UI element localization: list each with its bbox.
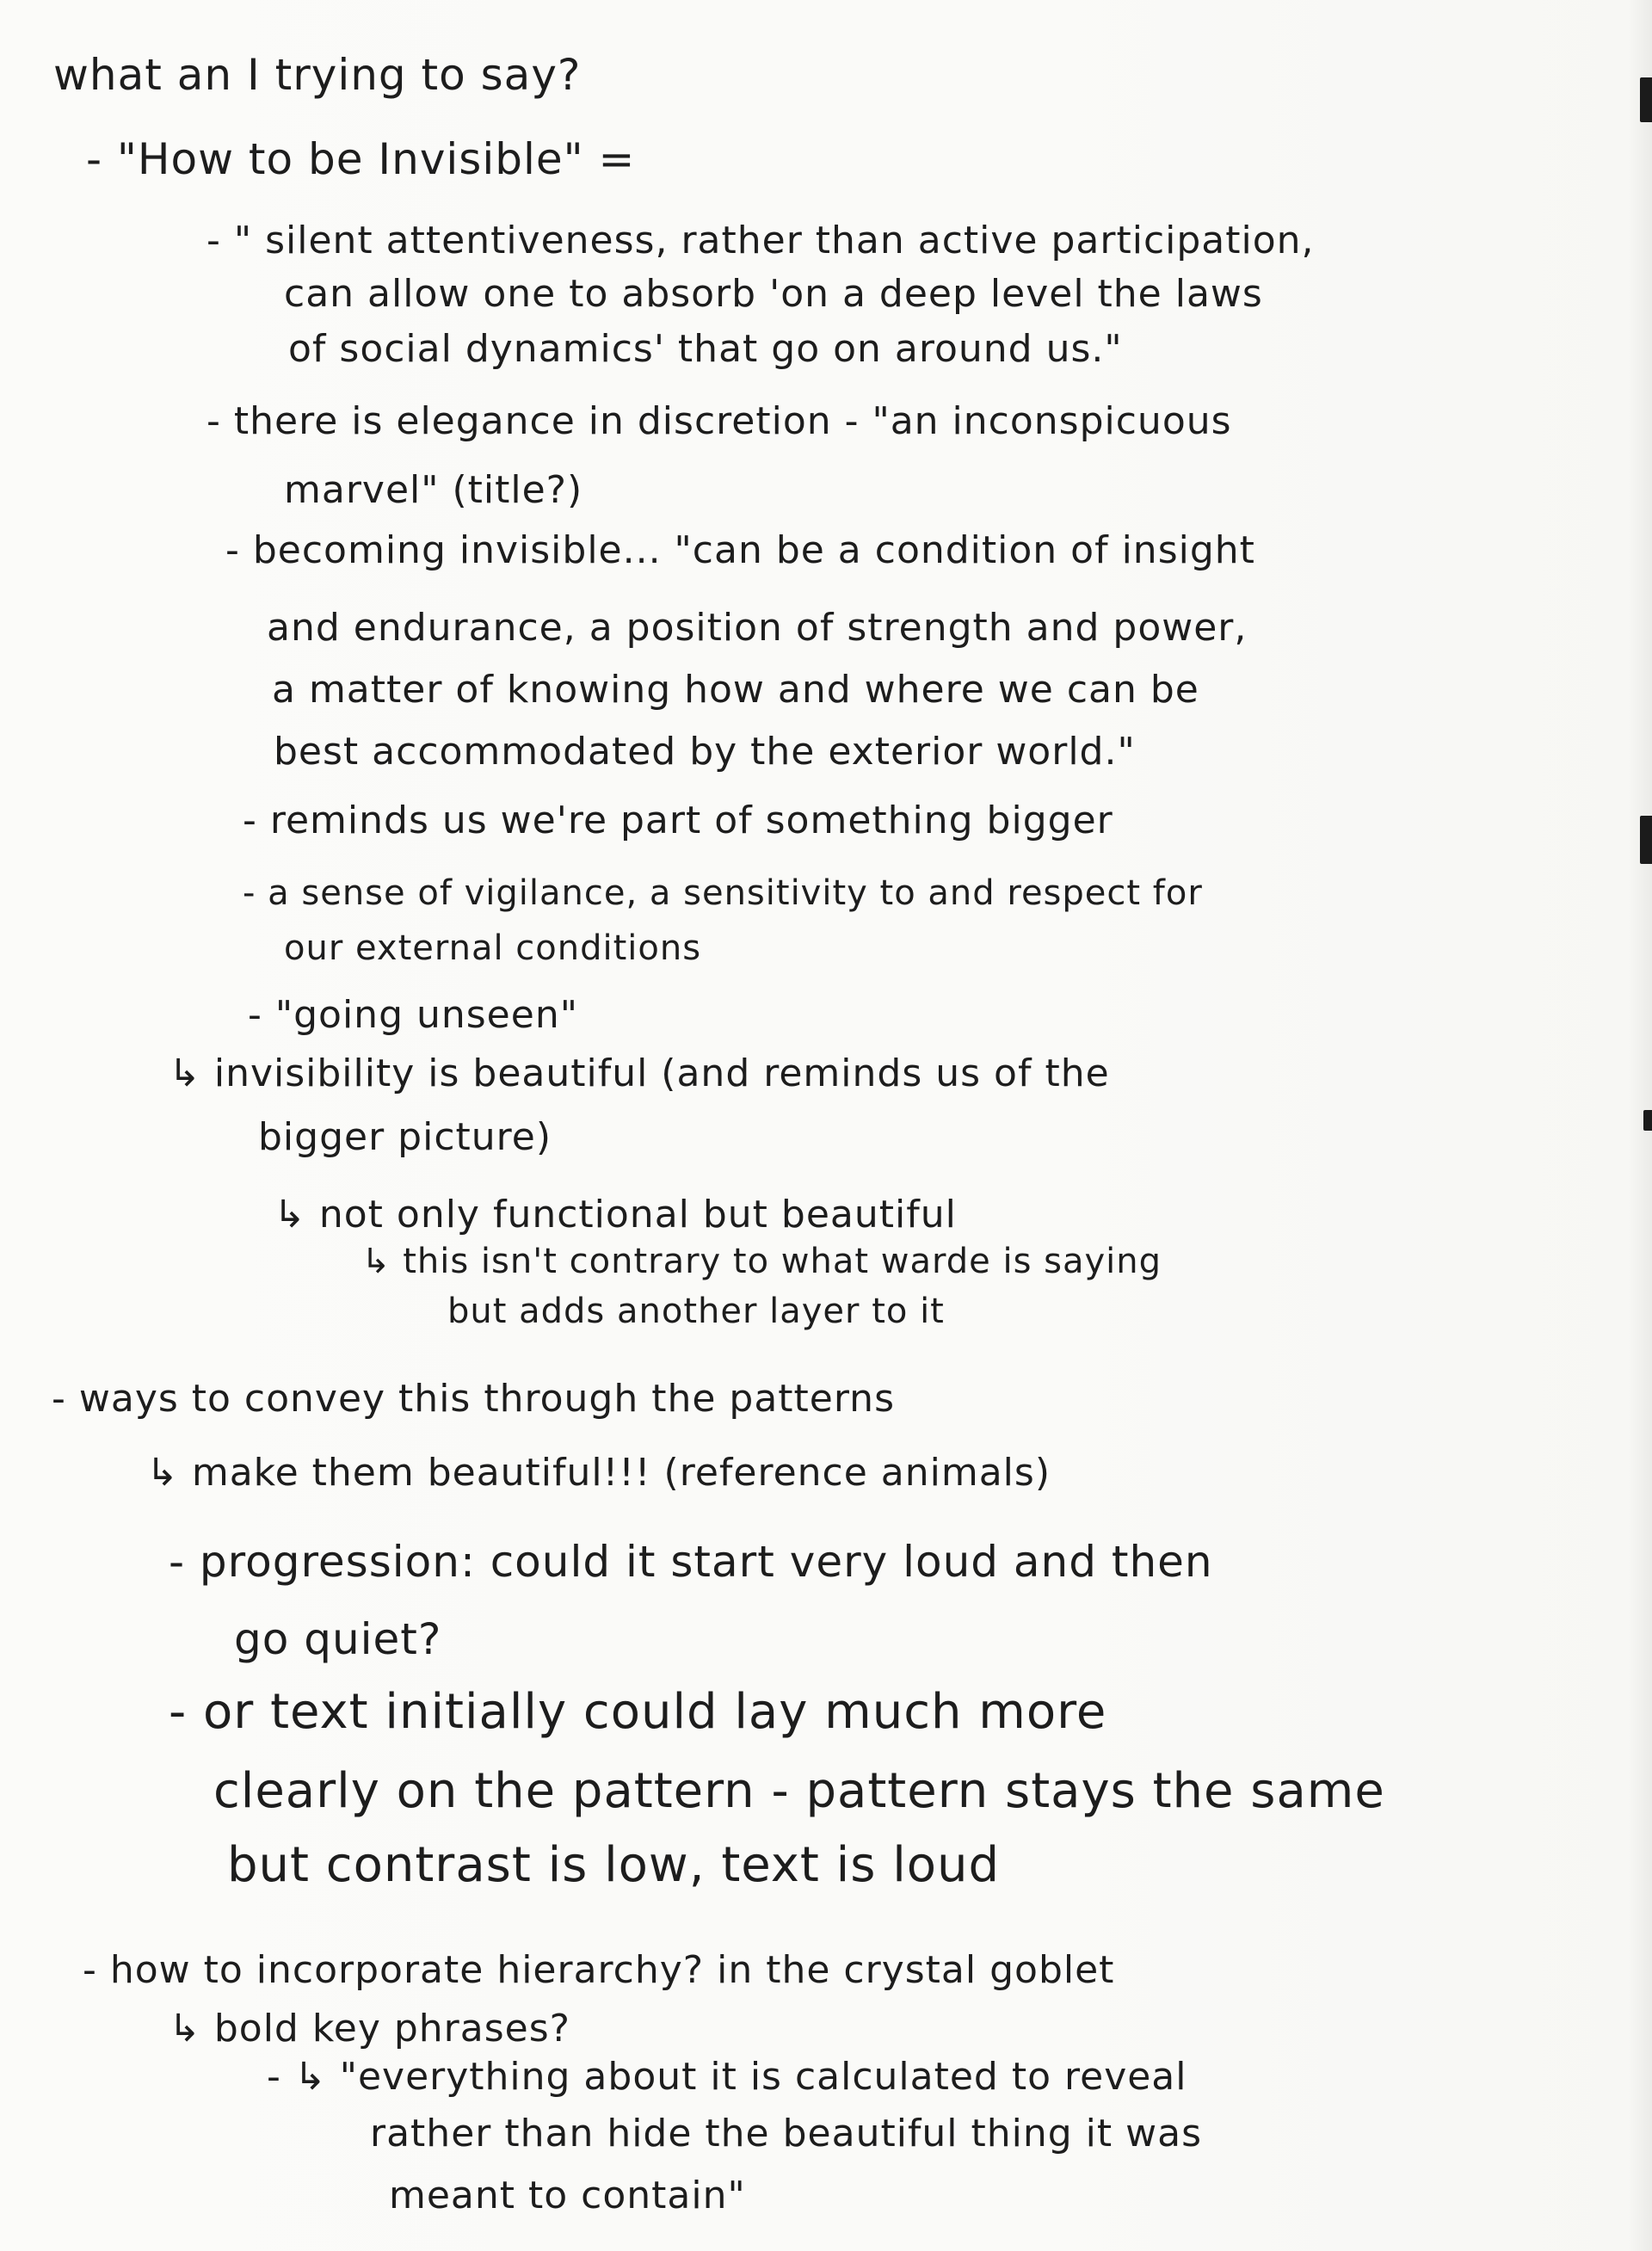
note-line: - reminds us we're part of something bigger (243, 799, 1113, 842)
note-line: - "How to be Invisible" = (86, 134, 636, 184)
note-line: ↳ invisibility is beautiful (and reminds us of the (169, 1051, 1110, 1095)
note-line: - progression: could it start very loud and then (169, 1537, 1213, 1587)
note-line: ↳ make them beautiful!!! (reference animals) (146, 1451, 1051, 1495)
notes-title: what an I trying to say? (53, 50, 582, 100)
note-line: but adds another layer to it (447, 1292, 945, 1331)
note-line: - a sense of vigilance, a sensitivity to and respect for (243, 873, 1203, 913)
note-line: rather than hide the beautiful thing it was (370, 2112, 1203, 2155)
note-line: - there is elegance in discretion - "an inconspicuous (206, 399, 1232, 443)
note-line: ↳ bold key phrases? (169, 2007, 570, 2051)
note-line: a matter of knowing how and where we can be (272, 668, 1199, 712)
note-line: ↳ this isn't contrary to what warde is saying (361, 1242, 1162, 1281)
note-line: - or text initially could lay much more (169, 1684, 1107, 1740)
note-line: our external conditions (284, 928, 702, 968)
note-line: - ↳ "everything about it is calculated to reveal (267, 2055, 1187, 2099)
note-line: - ways to convey this through the patterns (52, 1377, 895, 1421)
note-line: can allow one to absorb 'on a deep level the laws (284, 272, 1263, 316)
note-line: meant to contain" (389, 2174, 746, 2217)
note-line: bigger picture) (258, 1115, 552, 1159)
note-line: - " silent attentiveness, rather than active participation, (206, 219, 1315, 262)
note-line: - becoming invisible... "can be a condition of insight (225, 528, 1255, 572)
note-line: of social dynamics' that go on around us." (288, 327, 1123, 371)
note-line: go quiet? (234, 1614, 442, 1664)
note-line: clearly on the pattern - pattern stays the same (213, 1763, 1385, 1819)
note-line: best accommodated by the exterior world." (274, 730, 1136, 774)
note-line: - how to incorporate hierarchy? in the crystal goblet (83, 1948, 1115, 1992)
note-line: marvel" (title?) (284, 468, 583, 512)
note-line: - "going unseen" (248, 993, 578, 1037)
note-line: but contrast is low, text is loud (227, 1837, 1001, 1893)
note-line: and endurance, a position of strength and power, (267, 606, 1248, 650)
note-line: ↳ not only functional but beautiful (274, 1193, 957, 1237)
